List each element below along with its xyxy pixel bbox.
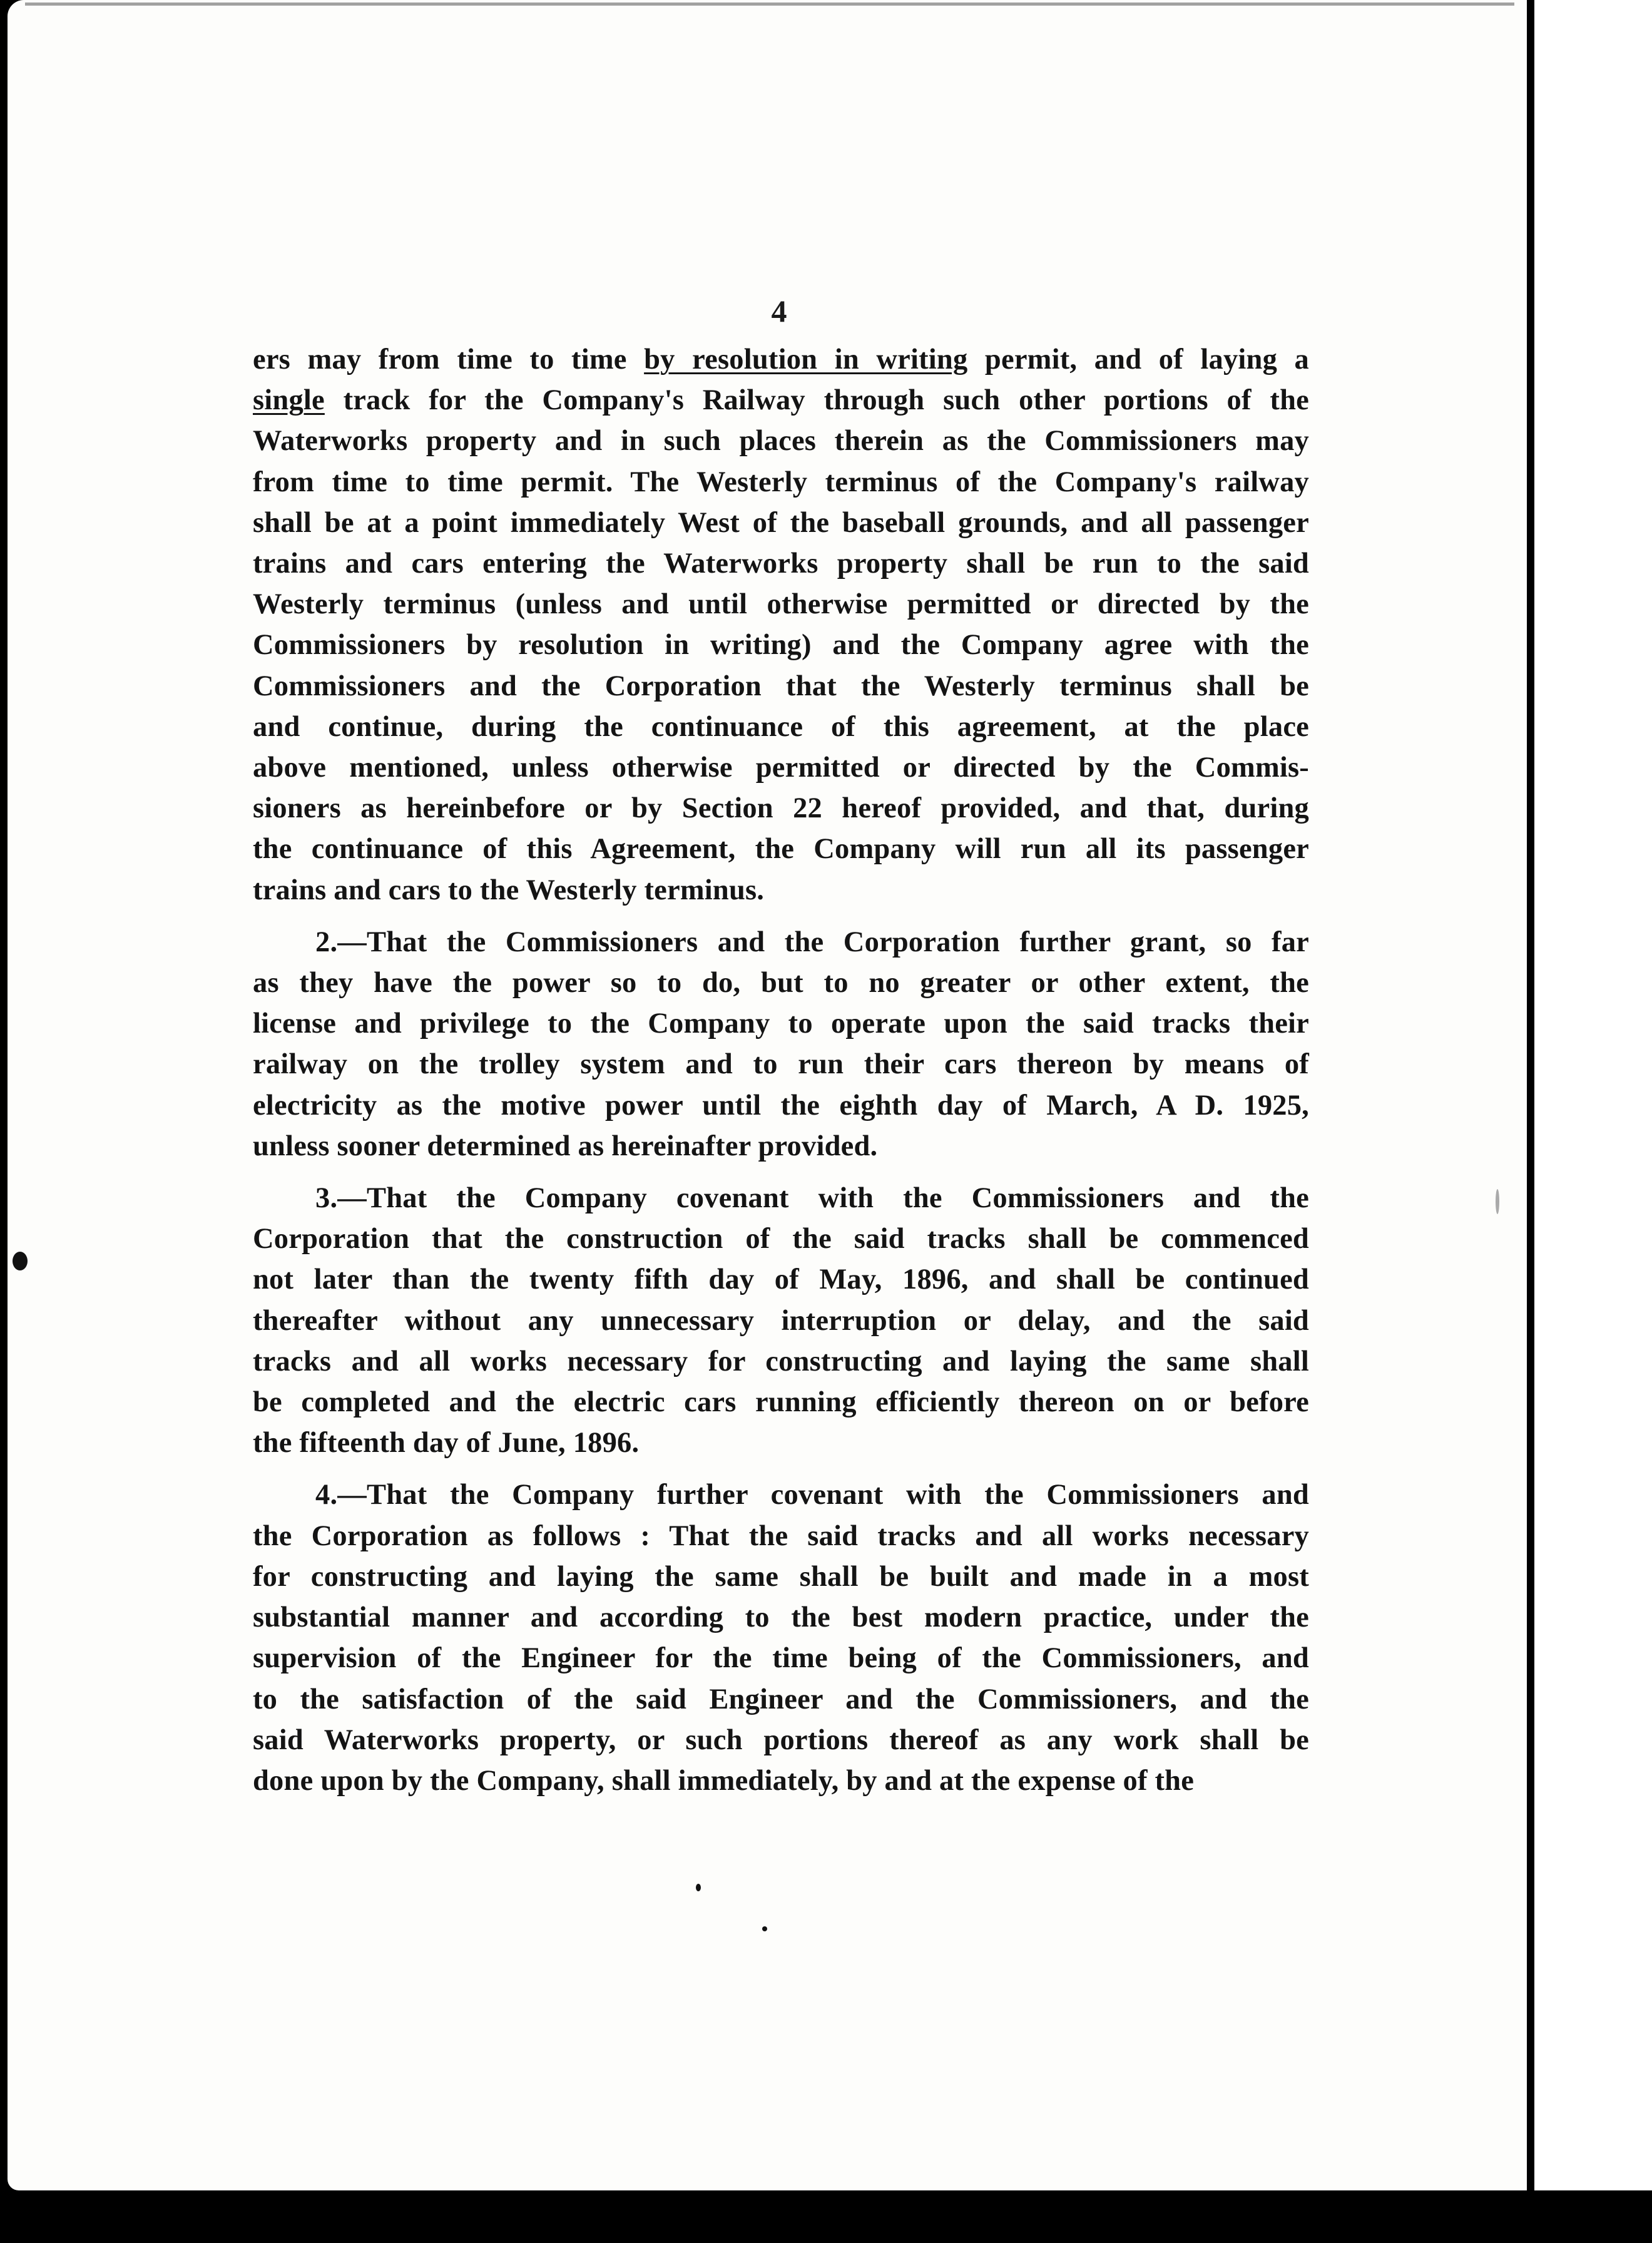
text-run: shall be at a point immediately West of the baseball grounds, and all passenger	[253, 506, 1309, 539]
scan-speck	[696, 1884, 701, 1891]
text-line	[253, 380, 1309, 421]
scan-bottom-margin	[0, 2190, 1652, 2243]
text-line	[253, 1219, 1309, 1259]
text-run: substantial manner and according to the best modern practice, under the	[253, 1602, 1309, 1634]
text-run: ers may from time to time	[253, 344, 645, 376]
text-line	[253, 1597, 1309, 1638]
text-run: 4.—That the Company further covenant with the Commissioners and	[315, 1479, 1309, 1511]
text-line	[253, 421, 1309, 461]
text-run: trains and cars entering the Waterworks property shall be run to the said	[253, 548, 1309, 580]
text-line	[253, 1516, 1309, 1556]
text-run: trains and cars to the Westerly terminus.	[253, 874, 765, 906]
text-line	[253, 462, 1309, 503]
text-run: unless sooner determined as hereinafter provided.	[253, 1130, 878, 1162]
text-run: Westerly terminus (unless and until otherwise permitted or directed by the	[253, 588, 1309, 621]
text-run: as they have the power so to do, but to no greater or other extent, the	[253, 967, 1309, 999]
text-run: license and privilege to the Company to operate upon the said tracks their	[253, 1008, 1309, 1040]
text-run: and continue, during the continuance of this agreement, at the place	[253, 710, 1309, 743]
text-line	[253, 870, 1309, 911]
text-line	[253, 1556, 1309, 1597]
text-line	[253, 1423, 1309, 1463]
paragraph-gap	[253, 911, 1309, 922]
text-line	[253, 1760, 1309, 1801]
paragraph-gap	[253, 1167, 1309, 1178]
scan-speck	[13, 1252, 28, 1270]
text-line	[253, 543, 1309, 584]
text-run: from time to time permit. The Westerly terminus of the Company's railway	[253, 466, 1309, 498]
text-run: Commissioners by resolution in writing) and the Company agree with the	[253, 629, 1309, 662]
text-line	[253, 503, 1309, 543]
text-line	[253, 829, 1309, 869]
text-line	[253, 1126, 1309, 1167]
text-run: for constructing and laying the same shall be built and made in a most	[253, 1560, 1309, 1593]
text-line	[253, 339, 1309, 380]
paragraph-gap	[253, 1463, 1309, 1474]
paragraph-4	[253, 1474, 1309, 1801]
text-line	[253, 1341, 1309, 1382]
text-line	[253, 666, 1309, 707]
scan-speck	[1496, 1189, 1499, 1214]
text-run: Commissioners and the Corporation that the Westerly terminus shall be	[253, 670, 1309, 702]
text-line	[253, 1085, 1309, 1126]
text-run: to the satisfaction of the said Engineer and the Commissioners, and the	[253, 1683, 1309, 1715]
text-run: tracks and all works necessary for constructing and laying the same shall	[253, 1345, 1309, 1377]
paragraph-2	[253, 922, 1309, 1167]
text-run: not later than the twenty fifth day of May, 1896, and shall be continued	[253, 1264, 1309, 1296]
text-line	[253, 1003, 1309, 1044]
text-line	[253, 1474, 1309, 1515]
scan-speck	[762, 1926, 767, 1931]
text-run: be completed and the electric cars running efficiently thereon on or before	[253, 1386, 1309, 1419]
text-run: electricity as the motive power until the eighth day of March, A D. 1925,	[253, 1089, 1309, 1122]
text-run: done upon by the Company, shall immediately, by and at the expense of the	[253, 1764, 1195, 1797]
text-line	[253, 963, 1309, 1003]
text-line	[253, 922, 1309, 963]
text-line	[253, 747, 1309, 788]
text-line	[253, 1638, 1309, 1678]
text-run: 3.—That the Company covenant with the Commissioners and the	[315, 1182, 1309, 1215]
text-line	[253, 584, 1309, 625]
page-gutter	[1527, 0, 1534, 2203]
text-line	[253, 625, 1309, 665]
text-line	[253, 707, 1309, 747]
underlined-text: single	[253, 384, 325, 417]
text-line	[253, 1300, 1309, 1341]
underlined-text: by resolution in writing	[644, 344, 968, 376]
text-run: thereafter without any unnecessary interruption or delay, and the said	[253, 1304, 1309, 1337]
text-run: Corporation that the construction of the said tracks shall be commenced	[253, 1223, 1309, 1255]
text-line	[253, 1259, 1309, 1300]
text-line	[253, 1720, 1309, 1760]
text-run: permit, and of laying a	[967, 344, 1310, 376]
text-run: supervision of the Engineer for the time being of the Commissioners, and	[253, 1642, 1309, 1675]
paragraph-1	[253, 339, 1309, 911]
text-run: 2.—That the Commissioners and the Corporation further grant, so far	[315, 926, 1309, 958]
scan-top-edge	[25, 3, 1514, 6]
page-number: 4	[771, 294, 787, 329]
text-run: Waterworks property and in such places therein as the Commissioners may	[253, 425, 1309, 457]
text-run: track for the Company's Railway through such other portions of the	[324, 384, 1309, 417]
text-line	[253, 1044, 1309, 1085]
text-run: the Corporation as follows : That the said tracks and all works necessary	[253, 1520, 1309, 1552]
paragraph-3	[253, 1178, 1309, 1463]
text-line	[253, 788, 1309, 829]
text-line	[253, 1178, 1309, 1219]
text-run: sioners as hereinbefore or by Section 22 hereof provided, and that, during	[253, 792, 1309, 825]
text-run: railway on the trolley system and to run their cars thereon by means of	[253, 1048, 1309, 1081]
text-line	[253, 1382, 1309, 1423]
text-line	[253, 1679, 1309, 1720]
body-text	[253, 339, 1309, 1801]
text-run: above mentioned, unless otherwise permitted or directed by the Commis-	[253, 752, 1309, 784]
text-run: said Waterworks property, or such portions thereof as any work shall be	[253, 1724, 1309, 1756]
text-run: the fifteenth day of June, 1896.	[253, 1427, 640, 1459]
text-run: the continuance of this Agreement, the Company will run all its passenger	[253, 833, 1309, 866]
